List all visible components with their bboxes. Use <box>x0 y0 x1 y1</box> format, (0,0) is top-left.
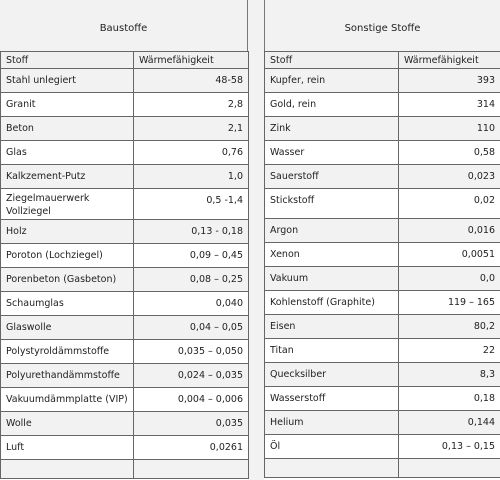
substance-name: Argon <box>265 219 399 243</box>
table-row <box>1 117 249 141</box>
material-value: 0,09 – 0,45 <box>134 244 249 268</box>
material-name: Glas <box>1 141 134 165</box>
substance-name: Öl <box>265 435 399 459</box>
substance-value: 0,0 <box>399 267 500 291</box>
substance-value: 119 – 165 <box>399 291 500 315</box>
table-row <box>1 220 249 244</box>
table-row <box>1 244 249 268</box>
material-value: 48-58 <box>134 69 249 93</box>
material-value: 0,13 - 0,18 <box>134 220 249 244</box>
table-row <box>1 189 249 220</box>
table-row <box>1 316 249 340</box>
material-value: 1,0 <box>134 165 249 189</box>
table-row <box>265 165 500 189</box>
material-value: 0,5 -1,4 <box>134 189 249 220</box>
material-name: Glaswolle <box>1 316 134 340</box>
table-row <box>265 189 500 219</box>
material-value: 0,04 – 0,05 <box>134 316 249 340</box>
substance-name: Helium <box>265 411 399 435</box>
building-materials-table <box>0 51 249 479</box>
material-name: Beton <box>1 117 134 141</box>
table-row <box>265 435 500 459</box>
other-substances-table <box>264 51 500 478</box>
material-value: 0,035 <box>134 412 249 436</box>
material-name: Stahl unlegiert <box>1 69 134 93</box>
material-value: 0,0261 <box>134 436 249 460</box>
table-row <box>1 412 249 436</box>
table-row <box>265 267 500 291</box>
material-name: Luft <box>1 436 134 460</box>
substance-value: 8,3 <box>399 363 500 387</box>
substance-value: 0,13 – 0,15 <box>399 435 500 459</box>
table-row <box>265 291 500 315</box>
material-name: Kalkzement-Putz <box>1 165 134 189</box>
table-row <box>1 292 249 316</box>
table-header-row <box>1 52 249 69</box>
material-name: Schaumglas <box>1 292 134 316</box>
material-value: 0,76 <box>134 141 249 165</box>
material-name: Polystyroldämmstoffe <box>1 340 134 364</box>
building-materials-panel <box>0 0 248 480</box>
material-value: 0,035 – 0,050 <box>134 340 249 364</box>
table-row <box>265 411 500 435</box>
table-row <box>1 436 249 460</box>
column-header-heat-capacity: Wärmefähigkeit <box>134 52 249 69</box>
substance-value: 110 <box>399 117 500 141</box>
table-row <box>265 93 500 117</box>
substance-name: Titan <box>265 339 399 363</box>
empty-cell <box>134 460 249 479</box>
empty-cell <box>1 460 134 479</box>
table-row-empty <box>1 460 249 479</box>
substance-name: Quecksilber <box>265 363 399 387</box>
substance-value: 0,02 <box>399 189 500 219</box>
substance-name: Gold, rein <box>265 93 399 117</box>
substance-value: 393 <box>399 69 500 93</box>
table-row <box>265 117 500 141</box>
material-name: Poroton (Lochziegel) <box>1 244 134 268</box>
table-row <box>1 93 249 117</box>
substance-name: Vakuum <box>265 267 399 291</box>
table-row <box>1 364 249 388</box>
substance-name: Wasserstoff <box>265 387 399 411</box>
substance-value: 0,18 <box>399 387 500 411</box>
table-row <box>265 141 500 165</box>
other-substances-panel <box>264 0 500 480</box>
material-name: Granit <box>1 93 134 117</box>
column-header-material: Stoff <box>1 52 134 69</box>
material-name: Holz <box>1 220 134 244</box>
table-row <box>265 363 500 387</box>
table-row <box>1 388 249 412</box>
material-value: 0,024 – 0,035 <box>134 364 249 388</box>
table-header-row <box>265 52 500 69</box>
table-row-empty <box>265 459 500 478</box>
substance-value: 0,016 <box>399 219 500 243</box>
substance-name: Stickstoff <box>265 189 399 219</box>
table-row <box>1 165 249 189</box>
empty-cell <box>265 459 399 478</box>
substance-value: 0,0051 <box>399 243 500 267</box>
substance-name: Kupfer, rein <box>265 69 399 93</box>
substance-value: 0,58 <box>399 141 500 165</box>
material-value: 2,1 <box>134 117 249 141</box>
building-materials-title: Baustoffe <box>0 0 248 51</box>
substance-name: Kohlenstoff (Graphite) <box>265 291 399 315</box>
empty-cell <box>399 459 500 478</box>
substance-name: Xenon <box>265 243 399 267</box>
column-header-material: Stoff <box>265 52 399 69</box>
substance-value: 0,023 <box>399 165 500 189</box>
material-name: Porenbeton (Gasbeton) <box>1 268 134 292</box>
substance-name: Sauerstoff <box>265 165 399 189</box>
table-row <box>265 219 500 243</box>
substance-name: Eisen <box>265 315 399 339</box>
table-row <box>1 141 249 165</box>
substance-name: Wasser <box>265 141 399 165</box>
table-row <box>1 268 249 292</box>
table-row <box>265 387 500 411</box>
table-row <box>1 340 249 364</box>
substance-value: 80,2 <box>399 315 500 339</box>
table-row <box>265 243 500 267</box>
table-row <box>265 339 500 363</box>
substance-value: 314 <box>399 93 500 117</box>
substance-value: 0,144 <box>399 411 500 435</box>
material-name: Wolle <box>1 412 134 436</box>
material-value: 0,004 – 0,006 <box>134 388 249 412</box>
material-value: 0,040 <box>134 292 249 316</box>
other-substances-title: Sonstige Stoffe <box>264 0 500 51</box>
substance-value: 22 <box>399 339 500 363</box>
table-row <box>265 315 500 339</box>
table-row <box>1 69 249 93</box>
material-value: 2,8 <box>134 93 249 117</box>
panel-gutter <box>248 0 264 480</box>
material-name: Polyurethandämmstoffe <box>1 364 134 388</box>
table-row <box>265 69 500 93</box>
material-name: Ziegelmauerwerk Vollziegel <box>1 189 134 220</box>
column-header-heat-capacity: Wärmefähigkeit <box>399 52 500 69</box>
material-name: Vakuumdämmplatte (VIP) <box>1 388 134 412</box>
material-value: 0,08 – 0,25 <box>134 268 249 292</box>
substance-name: Zink <box>265 117 399 141</box>
